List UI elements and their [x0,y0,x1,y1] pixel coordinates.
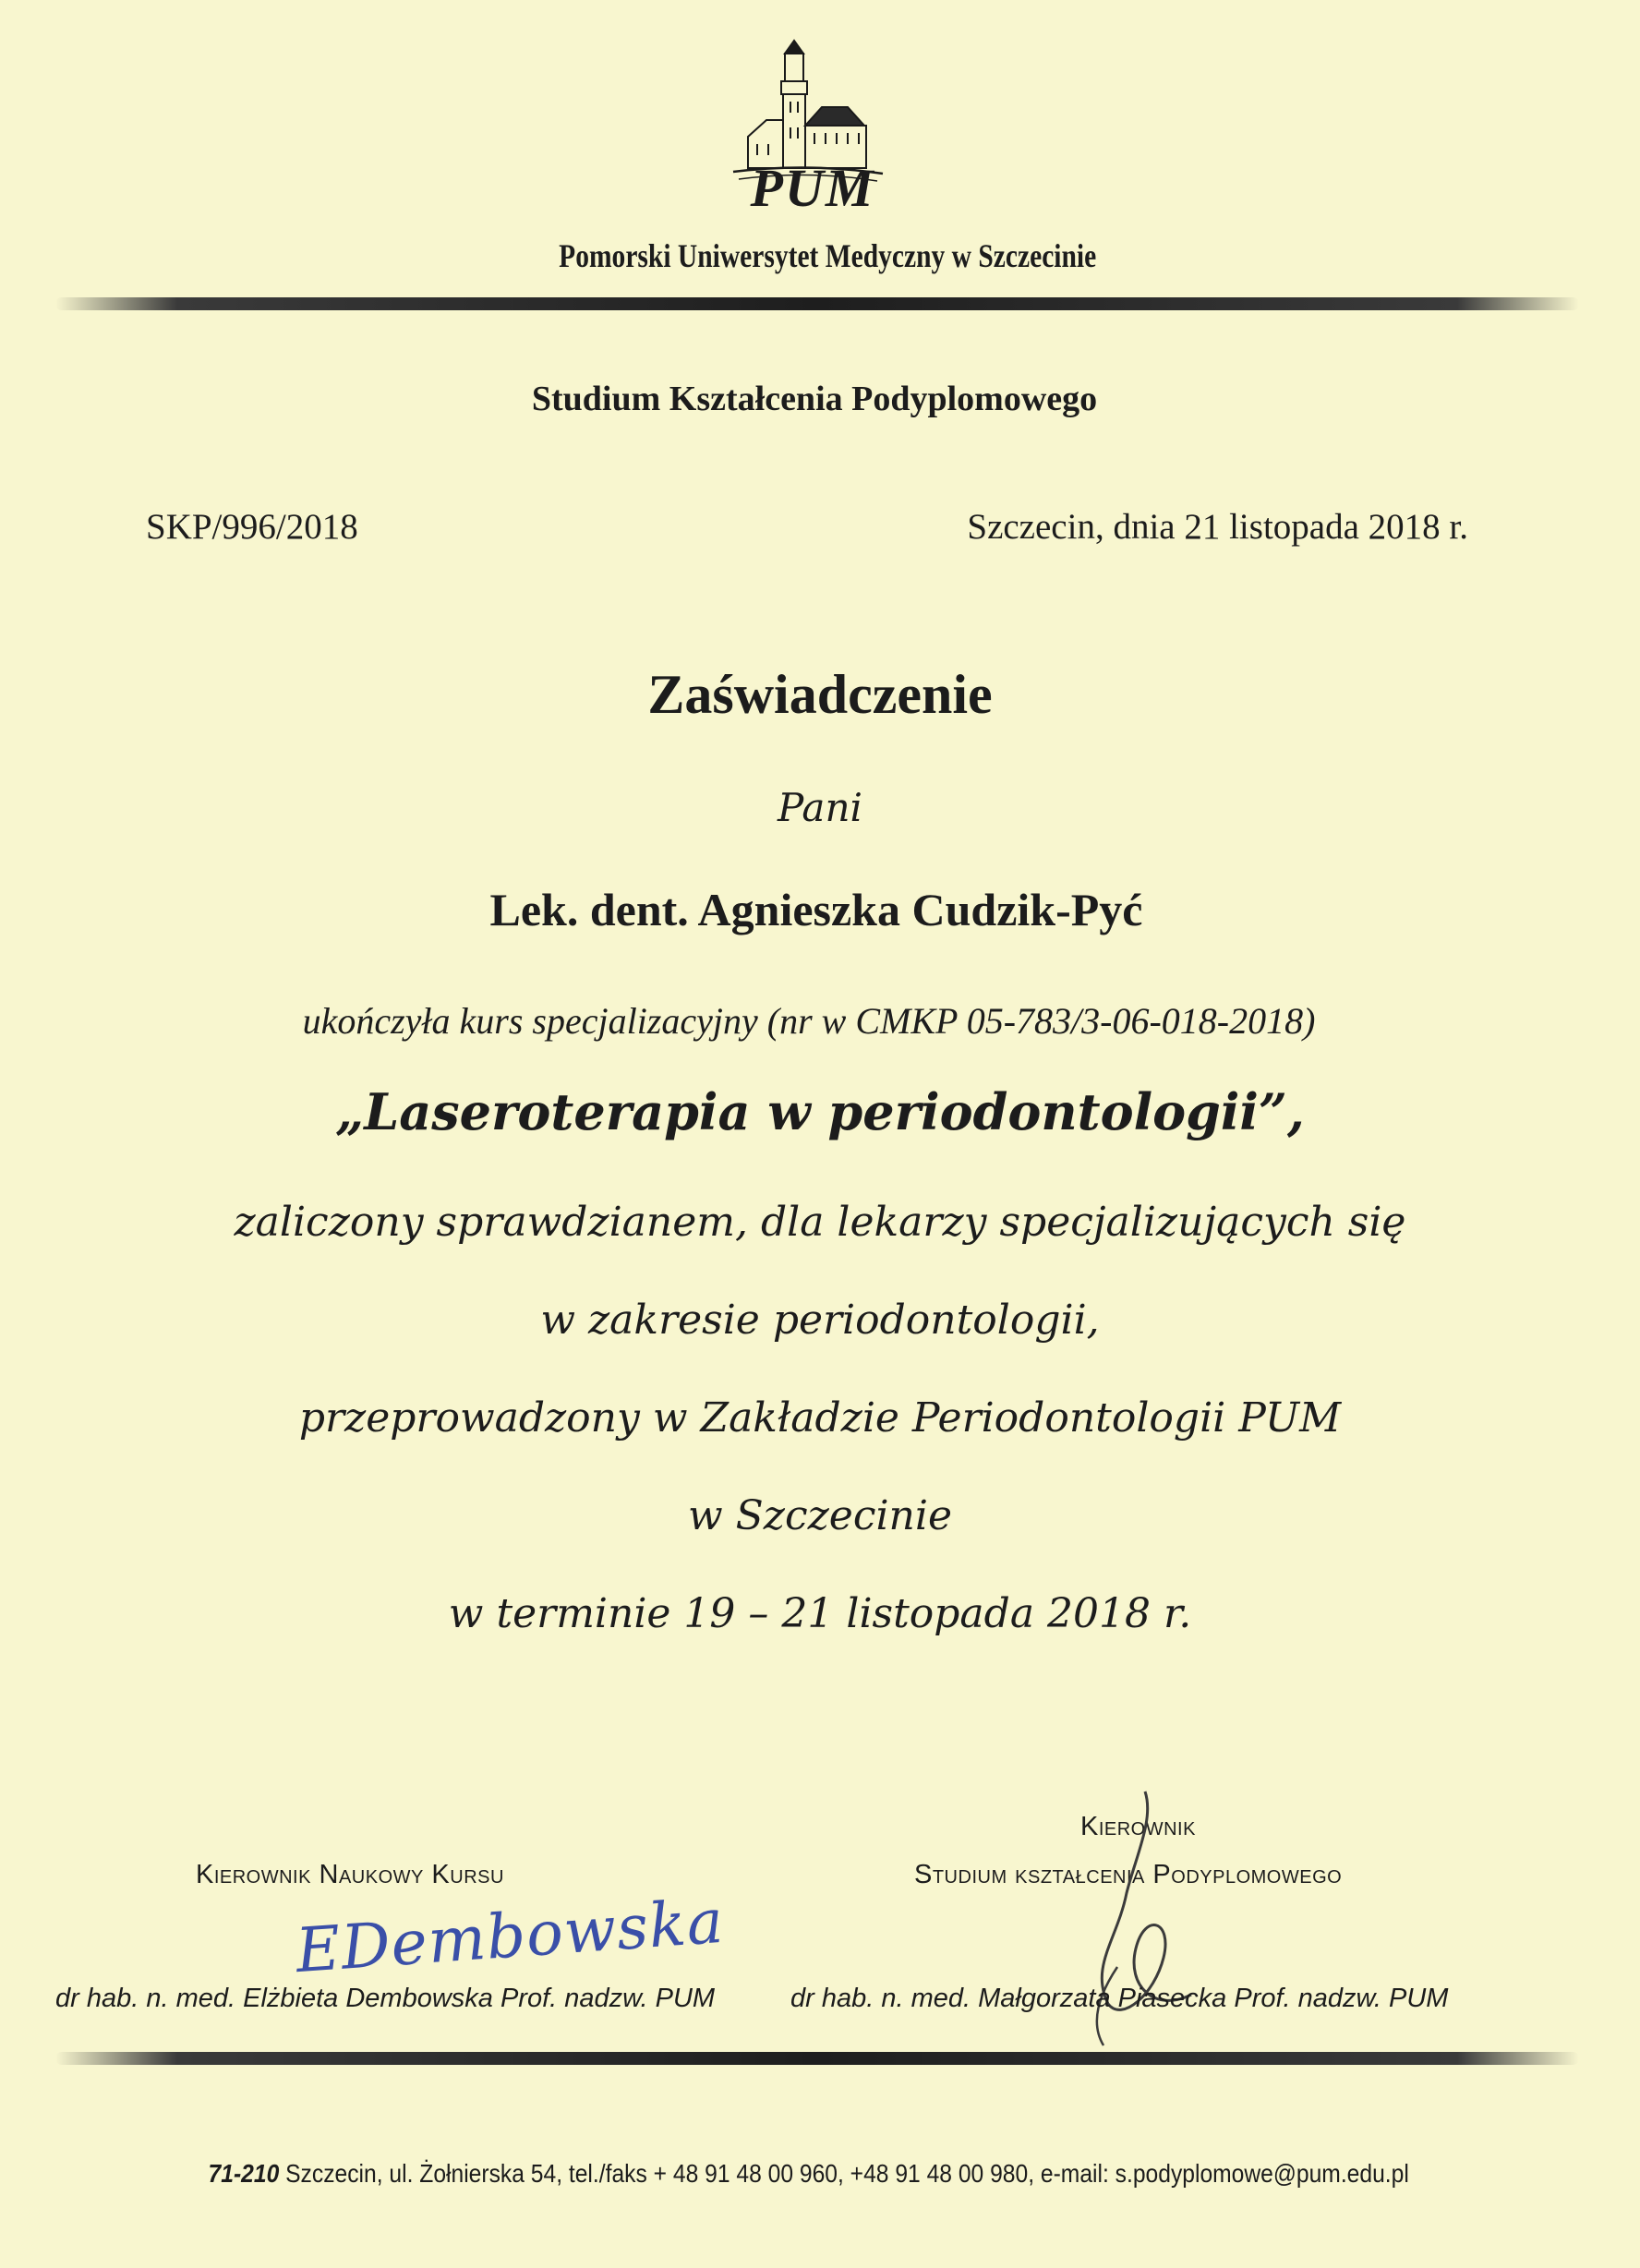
reference-number: SKP/996/2018 [146,507,358,547]
footer-postal-code: 71-210 [208,2159,280,2188]
right-signer-name: dr hab. n. med. Małgorzata Piasecka Prof. nadzw. PUM [790,1984,1449,2013]
footer-address [87,2159,1530,2189]
university-name: Pomorski Uniwersytet Medyczny w Szczecinie [559,237,1097,274]
course-detail-line-1: zaliczony sprawdzianem, dla lekarzy specjalizujących się [234,1199,1406,1246]
right-signer-role-2: Studium kształcenia Podyplomowego [914,1860,1343,1889]
course-detail-line-4: w Szczecinie [688,1492,952,1539]
department-name: Studium Kształcenia Podyplomowego [531,380,1098,418]
course-dates: w terminie 19 – 21 listopada 2018 r. [448,1590,1192,1637]
footer-divider [55,2052,1579,2065]
course-line: ukończyła kurs specjalizacyjny (nr w CMKP 05-783/3-06-018-2018) [302,1000,1316,1042]
footer-contact: Szczecin, ul. Żołnierska 54, tel./faks + 48 91 48 00 960, +48 91 48 00 980, e-mail: s.podyplomowe@pum.edu.pl [279,2159,1409,2188]
course-detail-line-3: przeprowadzony w Zakładzie Periodontologii PUM [298,1394,1342,1442]
left-signer-name: dr hab. n. med. Elżbieta Dembowska Prof. nadzw. PUM [55,1984,716,2013]
salutation: Pani [778,785,862,830]
right-signer-role-1: Kierownik [1080,1812,1196,1841]
certificate-title: Zaświadczenie [647,664,993,725]
left-handwritten-signature: EDembowska [293,1885,727,1987]
recipient-name: Lek. dent. Agnieszka Cudzik-Pyć [489,884,1143,935]
header-divider [55,297,1579,310]
logo-wordmark: PUM [750,158,875,218]
course-title: „Laseroterapia w periodontologii”, [335,1082,1305,1141]
course-detail-line-2: w zakresie periodontologii, [540,1297,1100,1344]
left-signer-role: Kierownik Naukowy Kursu [196,1860,504,1889]
place-date: Szczecin, dnia 21 listopada 2018 r. [967,507,1468,547]
